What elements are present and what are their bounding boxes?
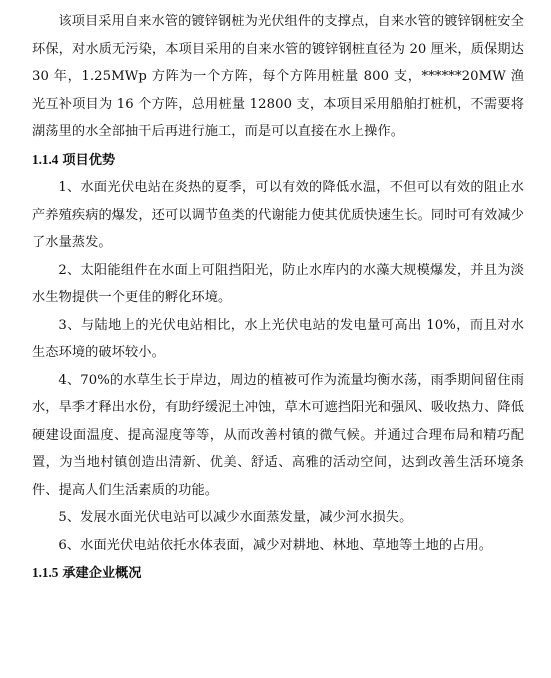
section-heading-advantages	[32, 146, 524, 175]
intro-paragraph: 该项目采用自来水管的镀锌钢桩为光伏组件的支撑点，自来水管的镀锌钢桩安全环保，对水质无污染，本项目采用的自来水管的镀锌钢桩直径为 20 厘米，质保期达 30 年，1.25MWp 方阵为一个方阵，每个方阵用桩量 800 支，******20MW 渔光互补项目为 16 个方阵，总用桩量 12800 支，本项目采用船舶打桩机，不需要将湖荡里的水全部抽干后再进行施工，而是可以直接在水上操作。	[32, 14, 524, 139]
section-number: 1.1.5	[32, 565, 59, 580]
advantage-item-6: 6、水面光伏电站依托水体表面，减少对耕地、林地、草地等土地的占用。	[58, 537, 493, 553]
section-title: 项目优势	[62, 152, 116, 168]
advantage-item-5: 5、发展水面光伏电站可以减少水面蒸发量，减少河水损失。	[58, 510, 413, 525]
document-page	[32, 8, 524, 588]
section-title: 承建企业概况	[62, 566, 142, 581]
advantage-item-2: 2、太阳能组件在水面上可阻挡阳光，防止水库内的水藻大规模爆发，并且为淡水生物提供一个更佳的孵化环境。	[32, 262, 524, 305]
section-heading-company	[32, 559, 524, 588]
advantage-item-3: 3、与陆地上的光伏电站相比，水上光伏电站的发电量可高出 10%，而且对水生态环境的破坏较小。	[32, 317, 524, 360]
advantage-item-4: 4、70%的水草生长于岸边，周边的植被可作为流量均衡水荡，雨季期间留住雨水，旱季才释出水份，有助纾缓泥土冲蚀，草木可遮挡阳光和强风、吸收热力、降低硬建设面温度、提高湿度等等，从而改善村镇的微气候。并通过合理布局和精巧配置，为当地村镇创造出清新、优美、舒适、高雅的活动空间，达到改善生活环境条件、提高人们生活素质的功能。	[32, 372, 524, 498]
advantage-item-1: 1、水面光伏电站在炎热的夏季，可以有效的降低水温，不但可以有效的阻止水产养殖疾病的爆发，还可以调节鱼类的代谢能力使其优质快速生长。同时可有效减少了水量蒸发。	[32, 180, 524, 250]
section-number: 1.1.4	[32, 151, 59, 167]
